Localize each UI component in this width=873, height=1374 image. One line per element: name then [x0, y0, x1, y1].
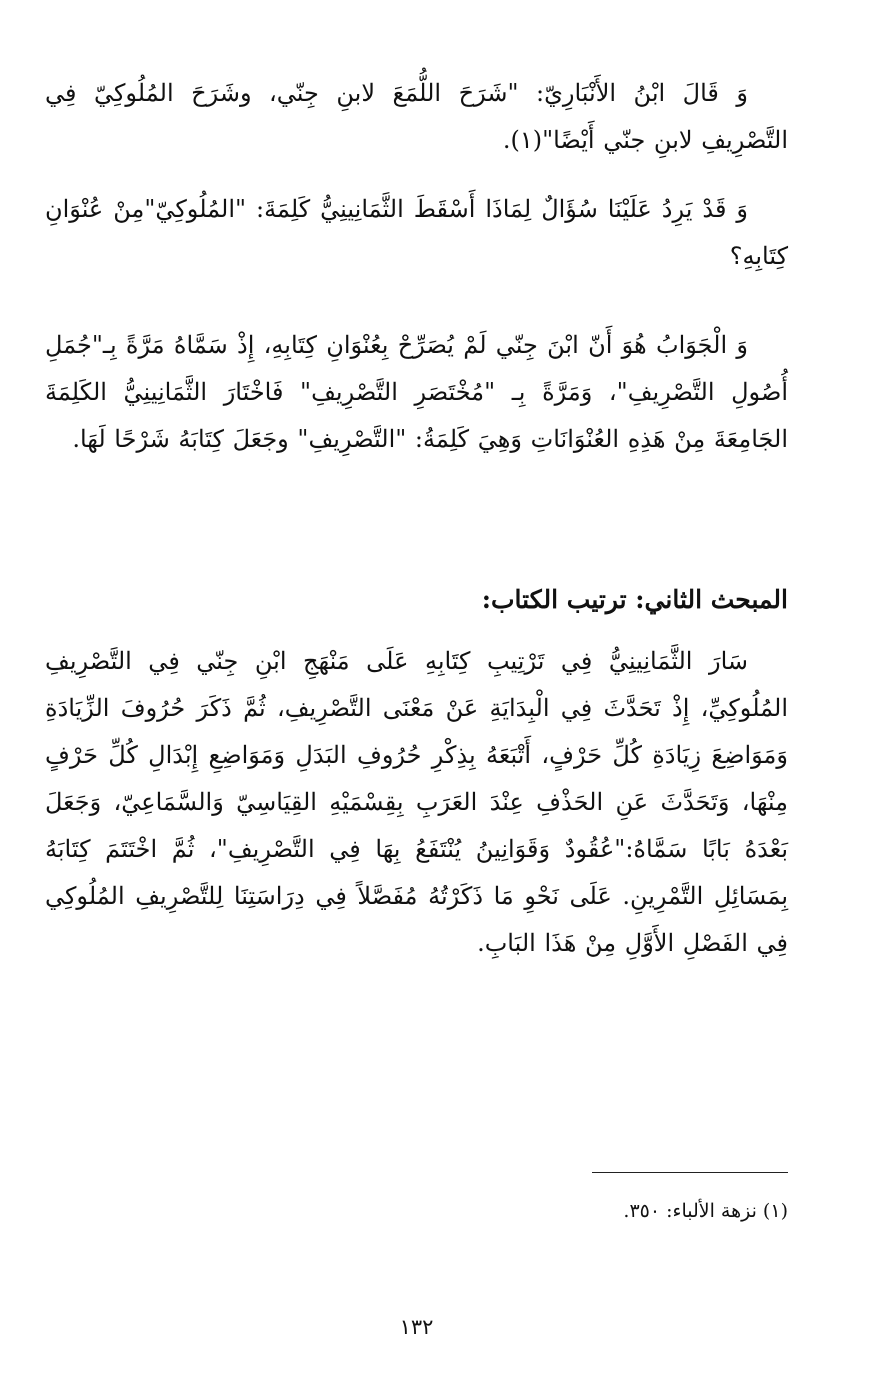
- section-heading: المبحث الثاني: ترتيب الكتاب:: [481, 585, 788, 614]
- footnote-separator: [592, 1172, 788, 1173]
- paragraph-answer: وَ الْجَوَابُ هُوَ أَنّ ابْنَ جِنّي لَمْ يُصَرِّحْ بِعُنْوَانِ كِتَابِهِ، إِذْ سَمَّاهُ مَرَّةً بِـ"جُمَلِ أُصُولِ التَّصْرِيفِ"، وَمَرَّةً بِـ "مُخْتَصَرِ التَّصْرِيفِ" فَاخْتَارَ الثَّمَانِينِيُّ الكَلِمَةَ الجَامِعَةَ مِنْ هَذِهِ العُنْوَانَاتِ وَهِيَ كَلِمَةُ: "التَّصْرِيفِ" وجَعَلَ كِتَابَهُ شَرْحًا لَهَا.: [45, 331, 788, 453]
- document-page: [45, 0, 788, 1374]
- page-number: ١٣٢: [399, 1315, 434, 1339]
- paragraph-book-arrangement: سَارَ الثَّمَانِينِيُّ فِي تَرْتِيبِ كِتَابِهِ عَلَى مَنْهَجِ ابْنِ جِنّي فِي التَّصْرِيفِ المُلُوكِيِّ، إِذْ تَحَدَّثَ فِي الْبِدَايَةِ عَنْ مَعْنَى التَّصْرِيفِ، ثُمَّ ذَكَرَ حُرُوفَ الزِّيَادَةِ وَمَوَاضِعَ زِيَادَةِ كُلِّ حَرْفٍ، أَتْبَعَهُ بِذِكْرِ حُرُوفِ البَدَلِ وَمَوَاضِعِ إِبْدَالِ كُلِّ حَرْفٍ مِنْهَا، وَتَحَدَّثَ عَنِ الحَذْفِ عِنْدَ العَرَبِ بِقِسْمَيْهِ القِيَاسِيّ وَالسَّمَاعِيّ، وَجَعَلَ بَعْدَهُ بَابًا سَمَّاهُ:"عُقُودٌ وَقَوَانِينُ يُنْتَفَعُ بِهَا فِي التَّصْرِيفِ"، ثُمَّ اخْتَتَمَ كِتَابَهُ بِمَسَائِلِ التَّمْرِينِ. عَلَى نَحْوِ مَا ذَكَرْتُهُ مُفَصَّلاً فِي دِرَاسَتِنَا لِلتَّصْرِيفِ المُلُوكِي فِي الفَصْلِ الأَوَّلِ مِنْ هَذَا البَابِ.: [45, 647, 788, 957]
- paragraph-ibn-al-anbari-quote: وَ قَالَ ابْنُ الأَنْبَارِيّ: "شَرَحَ اللُّمَعَ لابنِ جِنّي، وشَرَحَ المُلُوكِيّ فِي التَّصْرِيفِ لابنِ جنّي أَيْضًا"(١).: [45, 79, 788, 154]
- footnote: (١) نزهة الألباء: ٣٥٠.: [623, 1200, 788, 1222]
- paragraph-question: وَ قَدْ يَرِدُ عَلَيْنَا سُؤَالٌ لِمَاذَا أَسْقَطَ الثَّمَانِينِيُّ كَلِمَةَ: "المُلُوكِيّ"مِنْ عُنْوَانِ كِتَابِهِ؟: [45, 195, 788, 270]
